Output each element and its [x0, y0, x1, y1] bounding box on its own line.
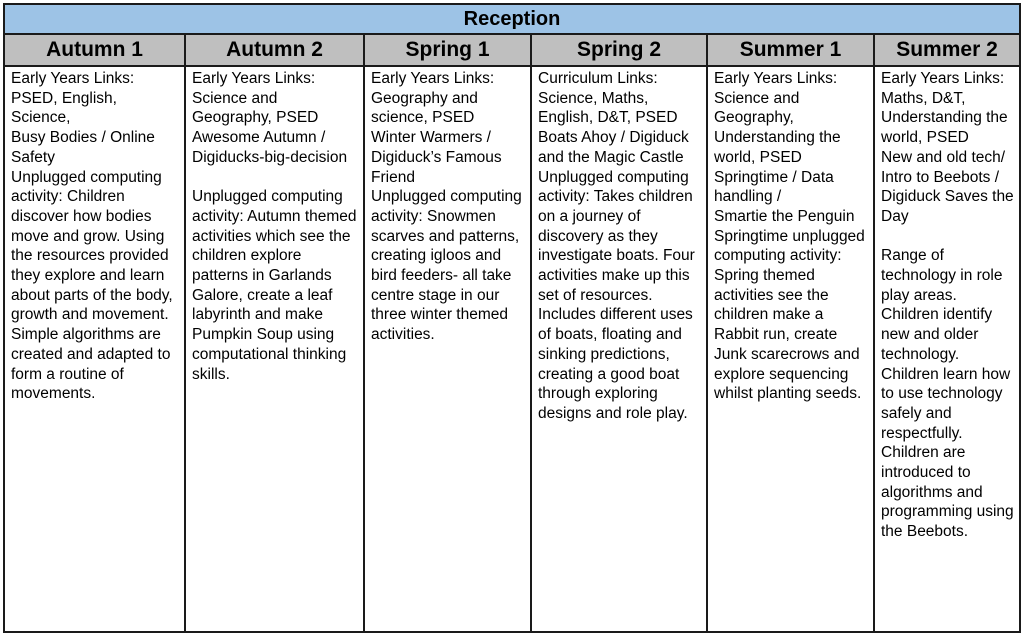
cell-spring-1: Early Years Links: Geography and science, PSED Winter Warmers / Digiduck’s Famous Friend Unplugged computing activity: Snowmen scarves and patterns, creating igloos and bird feeders- all take centre stage in our three winter themed activities. — [365, 67, 532, 631]
table-title: Reception — [5, 5, 1019, 35]
cell-summer-2: Early Years Links: Maths, D&T, Understanding the world, PSED New and old tech/ Intro to Beebots / Digiduck Saves the Day Range of technology in role play areas. Children identify new and older technology. Children learn how to use technology safely and respectfully. Children are introduced to algorithms and programming using the Beebots. — [881, 70, 1014, 541]
column-header-spring-2: Spring 2 — [532, 35, 708, 67]
cell-autumn-2: Early Years Links: Science and Geography, PSED Awesome Autumn / Digiducks-big-decision Unplugged computing activity: Autumn themed activities which see the children explore patterns in Garlands Galore, create a leaf labyrinth and make Pumpkin Soup using computational thinking skills. — [186, 67, 365, 631]
cell-summer-1: Early Years Links: Science and Geography, Understanding the world, PSED Springtime / Data handling / Smartie the Penguin Springtime unplugged computing activity: Spring themed activities see the children make a Rabbit run, create Junk scarecrows and explore sequencing whilst planting seeds. — [708, 67, 875, 631]
column-header-spring-1: Spring 1 — [365, 35, 532, 67]
cell-autumn-1: Early Years Links: PSED, English, Science, Busy Bodies / Online Safety Unplugged computing activity: Children discover how bodies move and grow. Using the resources provided they explore and learn about parts of the body, growth and movement. Simple algorithms are created and adapted to form a routine of movements. — [5, 67, 186, 631]
column-header-autumn-2: Autumn 2 — [186, 35, 365, 67]
column-header-summer-1: Summer 1 — [708, 35, 875, 67]
cell-spring-2: Curriculum Links: Science, Maths, English, D&T, PSED Boats Ahoy / Digiduck and the Magic Castle Unplugged computing activity: Takes children on a journey of discovery as they investigate boats. Four activities make up this set of resources. Includes different uses of boats, floating and sinking predictions, creating a good boat through exploring designs and role play. — [532, 67, 708, 631]
column-header-summer-2: Summer 2 — [875, 35, 1019, 67]
column-header-autumn-1: Autumn 1 — [5, 35, 186, 67]
curriculum-table — [3, 3, 1021, 633]
